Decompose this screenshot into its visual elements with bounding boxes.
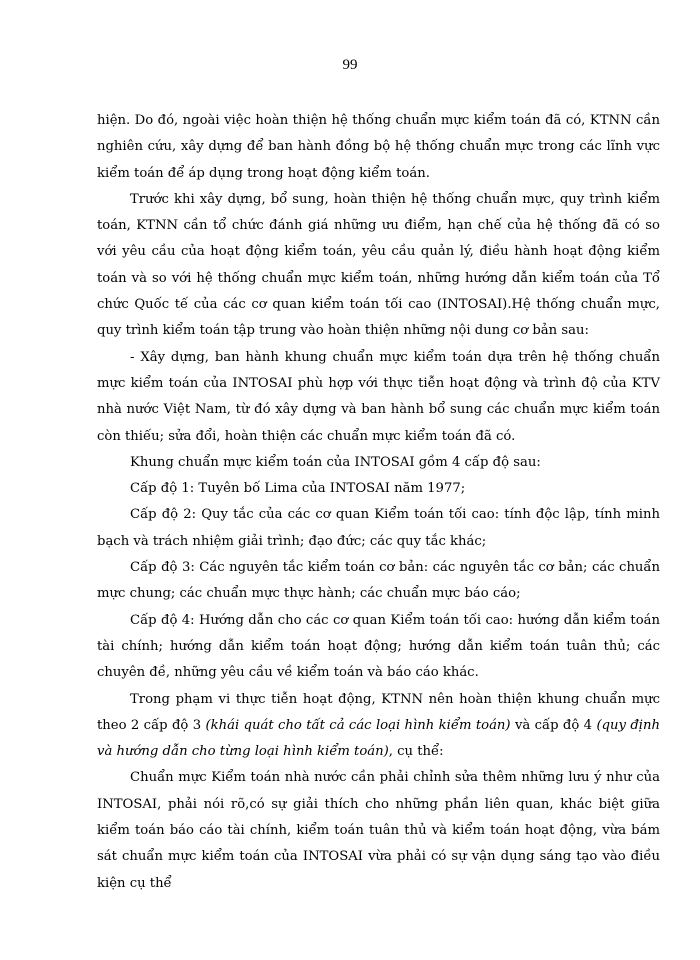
paragraph-2: Trước khi xây dựng, bổ sung, hoàn thiện hệ thống chuẩn mực, quy trình kiểm toán, KTNN cần tổ chức đánh giá những ưu điểm, hạn chế của hệ thống đã có so với yêu cầu của hoạt động kiểm toán, yêu cầu quản lý, điều hành hoạt động kiểm toán và so với hệ thống chuẩn mực kiểm toán, những hướng dẫn kiểm toán của Tổ chức Quốc tế của các cơ quan kiểm toán tối cao (INTOSAI).Hệ thống chuẩn mực, quy trình kiểm toán tập trung vào hoàn thiện những nội dung cơ bản sau: <box>97 191 660 339</box>
paragraph-9 <box>97 687 660 766</box>
level-4-item: Cấp độ 4: Hướng dẫn cho các cơ quan Kiểm toán tối cao: hướng dẫn kiểm toán tài chính; hướng dẫn kiểm toán hoạt động; hướng dẫn kiểm toán tuân thủ; các chuyên đề, những yêu cầu về kiểm toán và báo cáo khác. <box>97 612 660 681</box>
paragraph-4: Khung chuẩn mực kiểm toán của INTOSAI gồm 4 cấp độ sau: <box>130 454 541 470</box>
paragraph-9-text-2: và cấp độ 4 <box>510 717 597 733</box>
paragraph-9-text-3: , cụ thể: <box>388 744 444 760</box>
paragraph-9-text-1: Trong phạm vi thực tiễn hoạt động, KTNN nên hoàn thiện khung chuẩn mực theo 2 cấp độ 3 <box>97 691 660 733</box>
level-2-item: Cấp độ 2: Quy tắc của các cơ quan Kiểm toán tối cao: tính độc lập, tính minh bạch và trách nhiệm giải trình; đạo đức; các quy tắc khác; <box>97 507 660 549</box>
paragraph-9-italic-1: (khái quát cho tất cả các loại hình kiểm toán) <box>205 717 511 733</box>
level-3-item: Cấp độ 3: Các nguyên tắc kiểm toán cơ bản: các nguyên tắc cơ bản; các chuẩn mực chung; các chuẩn mực thực hành; các chuẩn mực báo cáo; <box>97 560 660 602</box>
paragraph-1: hiện. Do đó, ngoài việc hoàn thiện hệ thống chuẩn mực kiểm toán đã có, KTNN cần nghiên cứu, xây dựng để ban hành đồng bộ hệ thống chuẩn mực trong các lĩnh vực kiểm toán để áp dụng trong hoạt động kiểm toán. <box>97 113 660 181</box>
level-1-item: Cấp độ 1: Tuyên bố Lima của INTOSAI năm 1977; <box>130 481 466 497</box>
document-body <box>97 108 660 897</box>
page-number: 99 <box>342 57 358 73</box>
paragraph-9-italic-2: (quy định và hướng dẫn cho từng loại hình kiểm toán) <box>97 717 661 760</box>
paragraph-10: Chuẩn mực Kiểm toán nhà nước cần phải chỉnh sửa thêm những lưu ý như của INTOSAI, phải nói rõ,có sự giải thích cho những phần liên quan, khác biệt giữa kiểm toán báo cáo tài chính, kiểm toán tuân thủ và kiểm toán hoạt động, vừa bám sát chuẩn mực kiểm toán của INTOSAI vừa phải có sự vận dụng sáng tạo vào điều kiện cụ thể <box>97 770 660 891</box>
paragraph-3: - Xây dựng, ban hành khung chuẩn mực kiểm toán dựa trên hệ thống chuẩn mực kiểm toán của INTOSAI phù hợp với thực tiễn hoạt động và trình độ của KTV nhà nước Việt Nam, từ đó xây dựng và ban hành bổ sung các chuẩn mực kiểm toán còn thiếu; sửa đổi, hoàn thiện các chuẩn mực kiểm toán đã có. <box>97 349 660 444</box>
